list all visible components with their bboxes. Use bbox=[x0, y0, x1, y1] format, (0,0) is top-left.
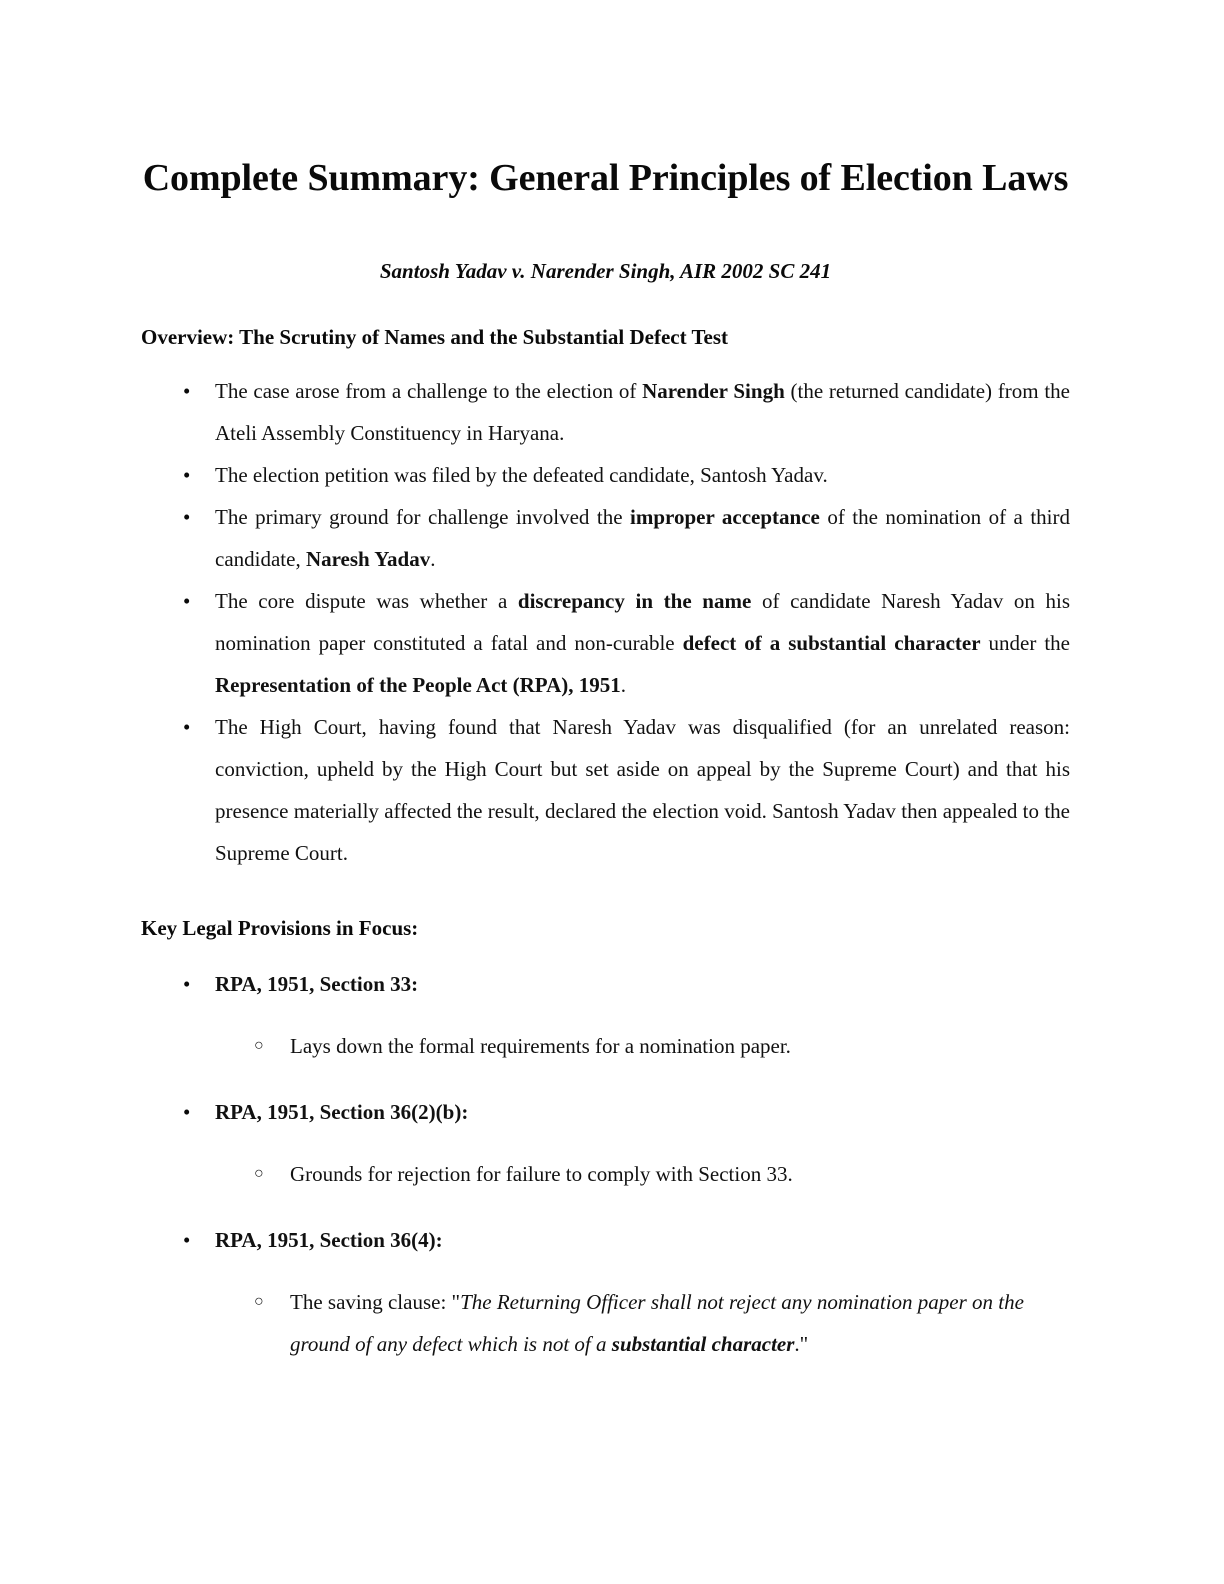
bullet-text: • The core dispute was whether a discrepancy in the name of candidate Naresh Yadav on his nomination paper constituted a fatal and non-curable defect of a substantial character under the Representation of the People Act (RPA), 1951. bbox=[215, 588, 1070, 697]
bullet-text: • The High Court, having found that Naresh Yadav was disqualified (for an unrelated reason: conviction, upheld by the High Court but set aside on appeal by the Supreme Court) and that his presence materially affected the result, declared the election void. Santosh Yadav then appealed to the Supreme Court. bbox=[215, 714, 1070, 865]
provision-sub-list bbox=[216, 1025, 1070, 1067]
section-heading-key-legal-provisions: Key Legal Provisions in Focus: bbox=[141, 915, 419, 940]
list-item bbox=[216, 1281, 1070, 1365]
spacer bbox=[141, 941, 1070, 963]
spacer bbox=[141, 1195, 1070, 1219]
provision-sub-block bbox=[141, 1153, 1070, 1195]
list-item bbox=[141, 706, 1070, 874]
provision-title: • RPA, 1951, Section 36(2)(b): bbox=[215, 1099, 469, 1124]
spacer bbox=[141, 1067, 1070, 1091]
section-heading-overview: Overview: The Scrutiny of Names and the Substantial Defect Test bbox=[141, 324, 729, 349]
provision-bullet-list bbox=[141, 963, 1070, 1005]
overview-bullet-block bbox=[141, 350, 1070, 874]
provision-group-section-33 bbox=[141, 963, 1070, 1067]
spacer bbox=[141, 1005, 1070, 1025]
provision-bullet-list bbox=[141, 1091, 1070, 1133]
list-item bbox=[141, 1219, 1070, 1261]
list-item bbox=[141, 370, 1070, 454]
list-item bbox=[141, 496, 1070, 580]
provision-title: • RPA, 1951, Section 33: bbox=[215, 971, 419, 996]
provision-group-section-36-2-b bbox=[141, 1091, 1070, 1195]
provision-title: • RPA, 1951, Section 36(4): bbox=[215, 1227, 443, 1252]
list-item bbox=[141, 454, 1070, 496]
spacer bbox=[141, 1261, 1070, 1281]
provision-sub-list bbox=[216, 1281, 1070, 1365]
sub-bullet-text: Grounds for rejection for failure to comply with Section 33. bbox=[290, 1161, 793, 1186]
overview-bullet-list bbox=[141, 370, 1070, 874]
provision-bullet-list bbox=[141, 1219, 1070, 1261]
provision-sub-block bbox=[141, 1281, 1070, 1365]
page-title: Complete Summary: General Principles of Election Laws bbox=[142, 157, 1069, 199]
bullet-text: • The election petition was filed by the defeated candidate, Santosh Yadav. bbox=[215, 462, 828, 487]
list-item bbox=[141, 580, 1070, 706]
provision-sub-list bbox=[216, 1153, 1070, 1195]
case-citation-subtitle: Santosh Yadav v. Narender Singh, AIR 2002 SC 241 bbox=[379, 258, 832, 283]
list-item bbox=[216, 1153, 1070, 1195]
provision-sub-block bbox=[141, 1025, 1070, 1067]
bullet-text: • The primary ground for challenge involved the improper acceptance of the nomination of a third candidate, Naresh Yadav. bbox=[215, 504, 1070, 571]
sub-bullet-text: Lays down the formal requirements for a nomination paper. bbox=[290, 1033, 791, 1058]
provision-group-section-36-4 bbox=[141, 1219, 1070, 1365]
list-item bbox=[216, 1025, 1070, 1067]
sub-bullet-text: The saving clause: "The Returning Officer shall not reject any nomination paper on the ground of any defect which is not of a substantial character." bbox=[290, 1289, 1024, 1356]
bullet-text: • The case arose from a challenge to the election of Narender Singh (the returned candidate) from the Ateli Assembly Constituency in Haryana. bbox=[215, 378, 1070, 445]
document-content bbox=[141, 0, 1070, 1365]
list-item bbox=[141, 963, 1070, 1005]
spacer bbox=[141, 1133, 1070, 1153]
list-item bbox=[141, 1091, 1070, 1133]
